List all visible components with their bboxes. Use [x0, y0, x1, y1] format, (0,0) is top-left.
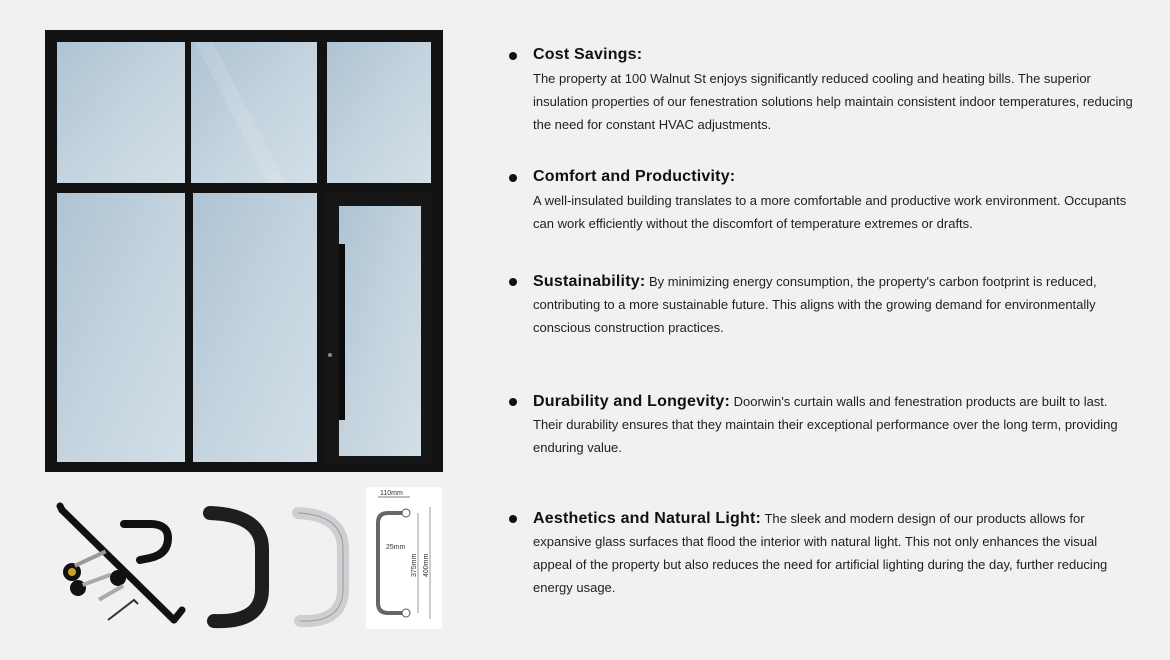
- benefit-text: By minimizing energy consumption, the property's carbon footprint is reduced, contributing to a more sustainable future. This aligns with the growing demand for environmentally conscious construction practices.: [533, 274, 1097, 335]
- benefit-text: Doorwin's curtain walls and fenestration products are built to last. Their durability ensures that they maintain their exceptional performance over the long term, providing enduring value.: [533, 394, 1118, 455]
- benefit-title: Aesthetics and Natural Light:: [533, 510, 762, 527]
- dimension-inner-label: 375mm: [411, 553, 418, 577]
- benefit-title: Comfort and Productivity:: [533, 168, 736, 185]
- dimension-offset-label: 25mm: [386, 544, 406, 551]
- bullet-icon: [509, 174, 517, 182]
- benefit-sustainability: [505, 270, 1135, 339]
- hardware-kit-image: [50, 480, 190, 640]
- dimension-width-label: 110mm: [380, 490, 403, 497]
- benefit-durability-longevity: [505, 390, 1135, 459]
- bullet-icon: [509, 398, 517, 406]
- handle-dimension-drawing: [366, 487, 442, 634]
- benefits-list: [505, 0, 1145, 660]
- benefit-text: The sleek and modern design of our products allows for expansive glass surfaces that flood the interior with natural light. This not only enhances the visual appeal of the property but also reduces the need for artificial lighting during the day, further reducing energy usage.: [533, 511, 1108, 595]
- bullet-icon: [509, 515, 517, 523]
- dimension-outer-label: 400mm: [423, 553, 430, 577]
- bullet-icon: [509, 52, 517, 60]
- window-door-image: [45, 30, 443, 472]
- benefit-text: The property at 100 Walnut St enjoys significantly reduced cooling and heating bills. The superior insulation properties of our fenestration solutions help maintain consistent indoor temperatures, reducing the need for constant HVAC adjustments.: [533, 71, 1133, 132]
- benefit-cost-savings: [505, 44, 1135, 136]
- silver-pull-handle-image: [288, 505, 358, 635]
- benefit-comfort-productivity: [505, 166, 1135, 235]
- benefit-title: Cost Savings:: [533, 46, 643, 63]
- black-pull-handle-image: [200, 505, 278, 635]
- benefit-title: Sustainability:: [533, 273, 646, 290]
- bullet-icon: [509, 278, 517, 286]
- benefit-text: A well-insulated building translates to a more comfortable and productive work environment. Occupants can work efficiently without the discomfort of temperature extremes or drafts.: [533, 193, 1127, 231]
- benefit-title: Durability and Longevity:: [533, 393, 731, 410]
- benefit-aesthetics-natural-light: [505, 507, 1135, 599]
- product-images: [0, 0, 470, 660]
